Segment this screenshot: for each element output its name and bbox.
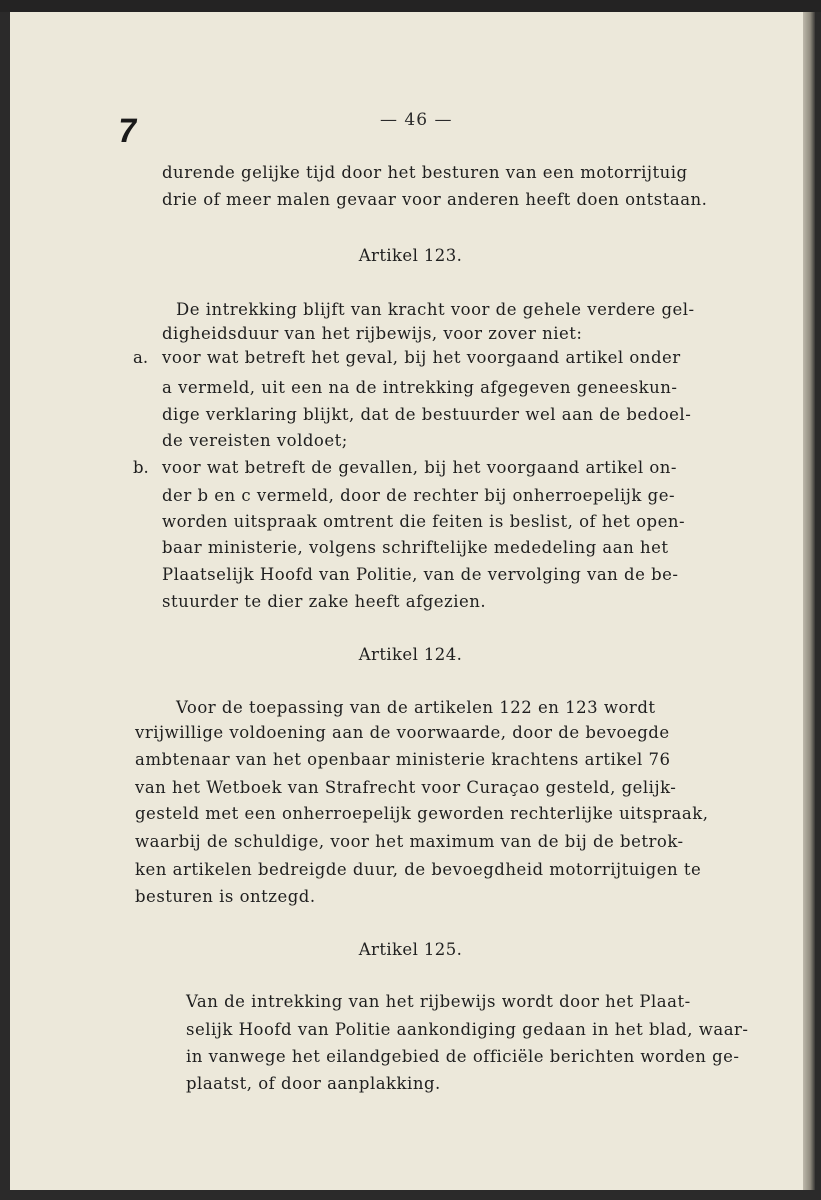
text-line: waarbij de schuldige, voor het maximum van de bij de betrok- xyxy=(135,832,684,851)
text-line: De intrekking blijft van kracht voor de gehele verdere gel- xyxy=(176,300,695,319)
text-line: worden uitspraak omtrent die feiten is beslist, of het open- xyxy=(162,512,686,531)
text-line: selijk Hoofd van Politie aankondiging gedaan in het blad, waar- xyxy=(186,1020,749,1039)
text-line: baar ministerie, volgens schriftelijke mededeling aan het xyxy=(162,538,669,557)
text-line: voor wat betreft het geval, bij het voorgaand artikel onder xyxy=(162,348,681,367)
page-spine-shadow xyxy=(803,12,815,1190)
text-line: dige verklaring blijkt, dat de bestuurder wel aan de bedoel- xyxy=(162,405,692,424)
text-line: durende gelijke tijd door het besturen van een motorrijtuig xyxy=(162,163,688,182)
list-marker-b: b. xyxy=(133,458,149,477)
text-line: gesteld met een onherroepelijk geworden rechterlijke uitspraak, xyxy=(135,804,709,823)
article-124-heading: Artikel 124. xyxy=(358,645,463,664)
text-line: vrijwillige voldoening aan de voorwaarde, door de bevoegde xyxy=(135,723,670,742)
text-line: Plaatselijk Hoofd van Politie, van de vervolging van de be- xyxy=(162,565,679,584)
text-line: digheidsduur van het rijbewijs, voor zover niet: xyxy=(162,324,583,343)
text-line: de vereisten voldoet; xyxy=(162,431,348,450)
text-line: in vanwege het eilandgebied de officiële berichten worden ge- xyxy=(186,1047,740,1066)
text-line: Voor de toepassing van de artikelen 122 en 123 wordt xyxy=(176,698,656,717)
text-line: van het Wetboek van Strafrecht voor Curaçao gesteld, gelijk- xyxy=(135,778,677,797)
text-line: besturen is ontzegd. xyxy=(135,887,316,906)
text-line: a vermeld, uit een na de intrekking afgegeven geneeskun- xyxy=(162,378,678,397)
text-line: ambtenaar van het openbaar ministerie krachtens artikel 76 xyxy=(135,750,671,769)
text-line: der b en c vermeld, door de rechter bij onherroepelijk ge- xyxy=(162,486,676,505)
text-line: voor wat betreft de gevallen, bij het voorgaand artikel on- xyxy=(162,458,678,477)
text-line: stuurder te dier zake heeft afgezien. xyxy=(162,592,487,611)
page-mark: 7 xyxy=(115,112,140,150)
article-125-heading: Artikel 125. xyxy=(358,940,463,959)
list-marker-a: a. xyxy=(133,348,149,367)
text-line: plaatst, of door aanplakking. xyxy=(186,1074,441,1093)
article-123-heading: Artikel 123. xyxy=(358,246,463,265)
page-number: — 46 — xyxy=(380,110,453,130)
text-line: ken artikelen bedreigde duur, de bevoegdheid motorrijtuigen te xyxy=(135,860,702,879)
scan-top-edge xyxy=(0,0,821,12)
text-line: drie of meer malen gevaar voor anderen heeft doen ontstaan. xyxy=(162,190,708,209)
text-line: Van de intrekking van het rijbewijs wordt door het Plaat- xyxy=(186,992,691,1011)
